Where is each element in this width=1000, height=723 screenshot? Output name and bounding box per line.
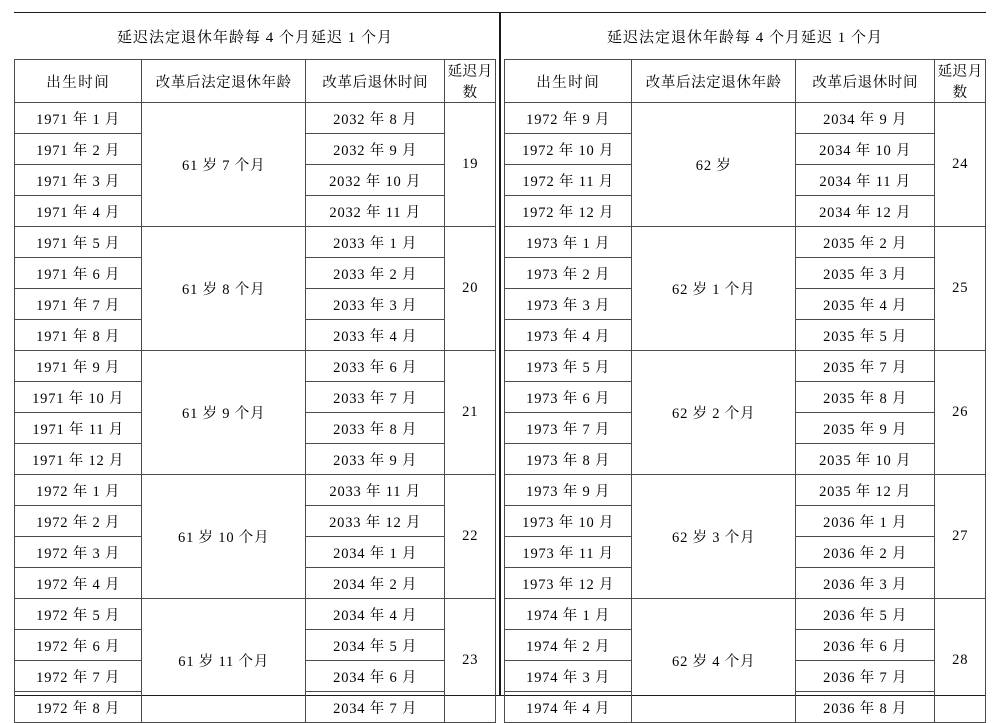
- retire-cell: 2035 年 9 月: [795, 413, 934, 444]
- column-header-birth: 出生时间: [15, 60, 142, 103]
- birth-cell: 1974 年 1 月: [505, 599, 632, 630]
- birth-cell: 1974 年 2 月: [505, 630, 632, 661]
- delay-cell: 23: [445, 599, 496, 723]
- birth-cell: 1972 年 6 月: [15, 630, 142, 661]
- table-row: [15, 475, 496, 506]
- retire-cell: 2034 年 12 月: [795, 196, 934, 227]
- birth-cell: 1972 年 8 月: [15, 692, 142, 723]
- retire-cell: 2033 年 7 月: [305, 382, 444, 413]
- retire-cell: 2032 年 10 月: [305, 165, 444, 196]
- retire-cell: 2033 年 9 月: [305, 444, 444, 475]
- birth-cell: 1973 年 1 月: [505, 227, 632, 258]
- birth-cell: 1971 年 9 月: [15, 351, 142, 382]
- retire-cell: 2036 年 8 月: [795, 692, 934, 723]
- age-cell: 61 岁 7 个月: [142, 103, 306, 227]
- delay-cell: 21: [445, 351, 496, 475]
- age-cell: 62 岁: [632, 103, 796, 227]
- retire-cell: 2035 年 4 月: [795, 289, 934, 320]
- column-header-delay: 延迟月数: [935, 60, 986, 103]
- retire-cell: 2035 年 2 月: [795, 227, 934, 258]
- birth-cell: 1971 年 8 月: [15, 320, 142, 351]
- age-cell: 61 岁 8 个月: [142, 227, 306, 351]
- delay-cell: 22: [445, 475, 496, 599]
- table-caption-row: [505, 13, 986, 60]
- age-cell: 62 岁 3 个月: [632, 475, 796, 599]
- table-caption: 延迟法定退休年龄每 4 个月延迟 1 个月: [505, 13, 986, 60]
- column-header-delay: 延迟月数: [445, 60, 496, 103]
- right-table-container: [500, 13, 986, 717]
- retire-cell: 2033 年 12 月: [305, 506, 444, 537]
- birth-cell: 1972 年 12 月: [505, 196, 632, 227]
- birth-cell: 1973 年 5 月: [505, 351, 632, 382]
- birth-cell: 1971 年 2 月: [15, 134, 142, 165]
- table-row: [505, 599, 986, 630]
- table-row: [505, 227, 986, 258]
- column-header-birth: 出生时间: [505, 60, 632, 103]
- table-row: [505, 351, 986, 382]
- column-header-age: 改革后法定退休年龄: [142, 60, 306, 103]
- delay-cell: 28: [935, 599, 986, 723]
- birth-cell: 1972 年 1 月: [15, 475, 142, 506]
- table-caption: 延迟法定退休年龄每 4 个月延迟 1 个月: [15, 13, 496, 60]
- birth-cell: 1972 年 9 月: [505, 103, 632, 134]
- table-header-row: [15, 60, 496, 103]
- column-header-age: 改革后法定退休年龄: [632, 60, 796, 103]
- retire-cell: 2034 年 1 月: [305, 537, 444, 568]
- table-row: [15, 103, 496, 134]
- retire-cell: 2036 年 6 月: [795, 630, 934, 661]
- table-row: [15, 227, 496, 258]
- birth-cell: 1972 年 4 月: [15, 568, 142, 599]
- birth-cell: 1972 年 2 月: [15, 506, 142, 537]
- delay-cell: 19: [445, 103, 496, 227]
- retire-cell: 2033 年 6 月: [305, 351, 444, 382]
- delay-cell: 20: [445, 227, 496, 351]
- retire-cell: 2034 年 10 月: [795, 134, 934, 165]
- birth-cell: 1973 年 7 月: [505, 413, 632, 444]
- birth-cell: 1971 年 11 月: [15, 413, 142, 444]
- retire-cell: 2034 年 5 月: [305, 630, 444, 661]
- retire-cell: 2035 年 5 月: [795, 320, 934, 351]
- age-cell: 62 岁 2 个月: [632, 351, 796, 475]
- birth-cell: 1973 年 6 月: [505, 382, 632, 413]
- age-cell: 61 岁 9 个月: [142, 351, 306, 475]
- retire-cell: 2036 年 1 月: [795, 506, 934, 537]
- retire-cell: 2035 年 12 月: [795, 475, 934, 506]
- birth-cell: 1971 年 12 月: [15, 444, 142, 475]
- retire-cell: 2034 年 4 月: [305, 599, 444, 630]
- retire-cell: 2033 年 1 月: [305, 227, 444, 258]
- birth-cell: 1971 年 1 月: [15, 103, 142, 134]
- birth-cell: 1973 年 8 月: [505, 444, 632, 475]
- age-cell: 62 岁 4 个月: [632, 599, 796, 723]
- column-header-retire: 改革后退休时间: [795, 60, 934, 103]
- retire-cell: 2032 年 9 月: [305, 134, 444, 165]
- birth-cell: 1972 年 10 月: [505, 134, 632, 165]
- birth-cell: 1973 年 4 月: [505, 320, 632, 351]
- retire-cell: 2033 年 8 月: [305, 413, 444, 444]
- birth-cell: 1974 年 3 月: [505, 661, 632, 692]
- retire-cell: 2036 年 5 月: [795, 599, 934, 630]
- retire-cell: 2033 年 11 月: [305, 475, 444, 506]
- retire-cell: 2034 年 6 月: [305, 661, 444, 692]
- birth-cell: 1973 年 10 月: [505, 506, 632, 537]
- birth-cell: 1973 年 3 月: [505, 289, 632, 320]
- birth-cell: 1971 年 7 月: [15, 289, 142, 320]
- table-header-row: [505, 60, 986, 103]
- retire-cell: 2032 年 8 月: [305, 103, 444, 134]
- age-cell: 61 岁 10 个月: [142, 475, 306, 599]
- table-caption-row: [15, 13, 496, 60]
- retire-cell: 2034 年 9 月: [795, 103, 934, 134]
- birth-cell: 1973 年 9 月: [505, 475, 632, 506]
- delay-cell: 25: [935, 227, 986, 351]
- age-cell: 61 岁 11 个月: [142, 599, 306, 723]
- column-header-retire: 改革后退休时间: [305, 60, 444, 103]
- birth-cell: 1972 年 3 月: [15, 537, 142, 568]
- age-cell: 62 岁 1 个月: [632, 227, 796, 351]
- table-row: [15, 351, 496, 382]
- birth-cell: 1972 年 7 月: [15, 661, 142, 692]
- birth-cell: 1972 年 11 月: [505, 165, 632, 196]
- retire-cell: 2033 年 2 月: [305, 258, 444, 289]
- table-row: [505, 103, 986, 134]
- retire-cell: 2034 年 7 月: [305, 692, 444, 723]
- birth-cell: 1971 年 4 月: [15, 196, 142, 227]
- birth-cell: 1971 年 5 月: [15, 227, 142, 258]
- birth-cell: 1971 年 10 月: [15, 382, 142, 413]
- retire-cell: 2033 年 3 月: [305, 289, 444, 320]
- table-row: [505, 475, 986, 506]
- birth-cell: 1973 年 2 月: [505, 258, 632, 289]
- retire-cell: 2034 年 11 月: [795, 165, 934, 196]
- left-table-container: [14, 13, 500, 717]
- birth-cell: 1971 年 6 月: [15, 258, 142, 289]
- retire-cell: 2035 年 10 月: [795, 444, 934, 475]
- retire-cell: 2032 年 11 月: [305, 196, 444, 227]
- birth-cell: 1972 年 5 月: [15, 599, 142, 630]
- retirement-table-right: [504, 13, 986, 723]
- table-row: [15, 599, 496, 630]
- birth-cell: 1974 年 4 月: [505, 692, 632, 723]
- retirement-schedule-tables: [14, 12, 986, 717]
- delay-cell: 26: [935, 351, 986, 475]
- birth-cell: 1973 年 12 月: [505, 568, 632, 599]
- retire-cell: 2036 年 3 月: [795, 568, 934, 599]
- retire-cell: 2034 年 2 月: [305, 568, 444, 599]
- retire-cell: 2035 年 8 月: [795, 382, 934, 413]
- delay-cell: 24: [935, 103, 986, 227]
- retire-cell: 2035 年 3 月: [795, 258, 934, 289]
- retire-cell: 2035 年 7 月: [795, 351, 934, 382]
- retire-cell: 2033 年 4 月: [305, 320, 444, 351]
- retire-cell: 2036 年 2 月: [795, 537, 934, 568]
- delay-cell: 27: [935, 475, 986, 599]
- retire-cell: 2036 年 7 月: [795, 661, 934, 692]
- retirement-table-left: [14, 13, 496, 723]
- birth-cell: 1971 年 3 月: [15, 165, 142, 196]
- birth-cell: 1973 年 11 月: [505, 537, 632, 568]
